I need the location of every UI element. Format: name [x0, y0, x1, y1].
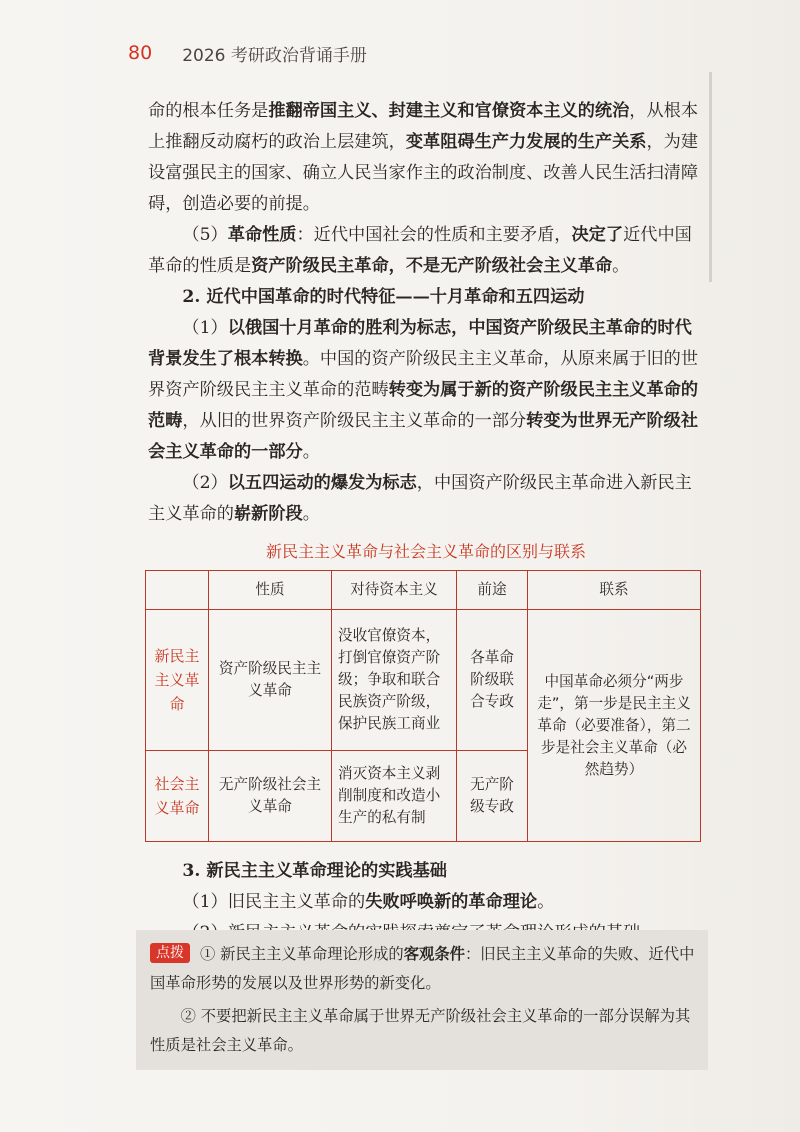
tip-box	[136, 930, 708, 1070]
tip-item-1: 点拨 ① 新民主主义革命理论形成的客观条件：旧民主主义革命的失败、近代中国革命形势的发展以及世界形势的新变化。	[150, 945, 695, 992]
page-header	[128, 40, 367, 66]
comparison-table	[145, 570, 701, 842]
row-header-new-democratic: 新民主主义革命	[146, 610, 209, 751]
spacer	[148, 842, 704, 856]
book-title: 2026 考研政治背诵手册	[182, 45, 367, 66]
row-header-socialist: 社会主义革命	[146, 751, 209, 842]
table-header-cell: 前途	[457, 571, 528, 610]
paragraph-mission: 命的根本任务是推翻帝国主义、封建主义和官僚资本主义的统治，从根本上推翻反动腐朽的政治上层建筑，变革阻碍生产力发展的生产关系，为建设富强民主的国家、确立人民当家作主的政治制度、改善人民生活扫清障碍，创造必要的前提。	[148, 101, 699, 214]
table-row	[146, 610, 701, 751]
tip-item-2: ② 不要把新民主主义革命属于世界无产阶级社会主义革命的一部分误解为其性质是社会主义革命。	[150, 1007, 691, 1054]
table-header-cell: 性质	[209, 571, 332, 610]
table-header-cell: 联系	[528, 571, 701, 610]
cell-nature: 资产阶级民主主义革命	[209, 610, 332, 751]
cell-capitalism: 没收官僚资本，打倒官僚资产阶级；争取和联合民族资产阶级，保护民族工商业	[332, 610, 457, 751]
table-header-cell	[146, 571, 209, 610]
page-number: 80	[128, 42, 153, 64]
page-body	[148, 96, 704, 949]
cell-future: 无产阶级专政	[457, 751, 528, 842]
tip-badge: 点拨	[150, 943, 190, 963]
paragraph-october-revolution: （1）以俄国十月革命的胜利为标志，中国资产阶级民主革命的时代背景发生了根本转换。中国的资产阶级民主主义革命，从原来属于旧的世界资产阶级民主主义革命的范畴转变为属于新的资产阶级民主主义革命的范畴，从旧的世界资产阶级民主主义革命的一部分转变为世界无产阶级社会主义革命的一部分。	[148, 318, 699, 462]
cell-link: 中国革命必须分“两步走”，第一步是民主主义革命（必要准备），第二步是社会主义革命（必然趋势）	[528, 610, 701, 842]
cell-future: 各革命阶级联合专政	[457, 610, 528, 751]
paragraph-may-fourth: （2）以五四运动的爆发为标志，中国资产阶级民主革命进入新民主主义革命的崭新阶段。	[148, 473, 692, 524]
section-2-heading: 2. 近代中国革命的时代特征——十月革命和五四运动	[182, 287, 585, 307]
table-caption: 新民主主义革命与社会主义革命的区别与联系	[265, 542, 586, 561]
page-edge-shadow	[709, 72, 712, 282]
table-header-row	[146, 571, 701, 610]
tip-content	[150, 940, 698, 1060]
cell-nature: 无产阶级社会主义革命	[209, 751, 332, 842]
table-header-cell: 对待资本主义	[332, 571, 457, 610]
paragraph-practice-1: （1）旧民主主义革命的失败呼唤新的革命理论。	[182, 892, 555, 912]
section-3-heading: 3. 新民主主义革命理论的实践基础	[182, 861, 447, 881]
paragraph-nature: （5）革命性质：近代中国社会的性质和主要矛盾，决定了近代中国革命的性质是资产阶级民主革命，不是无产阶级社会主义革命。	[148, 225, 692, 276]
cell-capitalism: 消灭资本主义剥削制度和改造小生产的私有制	[332, 751, 457, 842]
